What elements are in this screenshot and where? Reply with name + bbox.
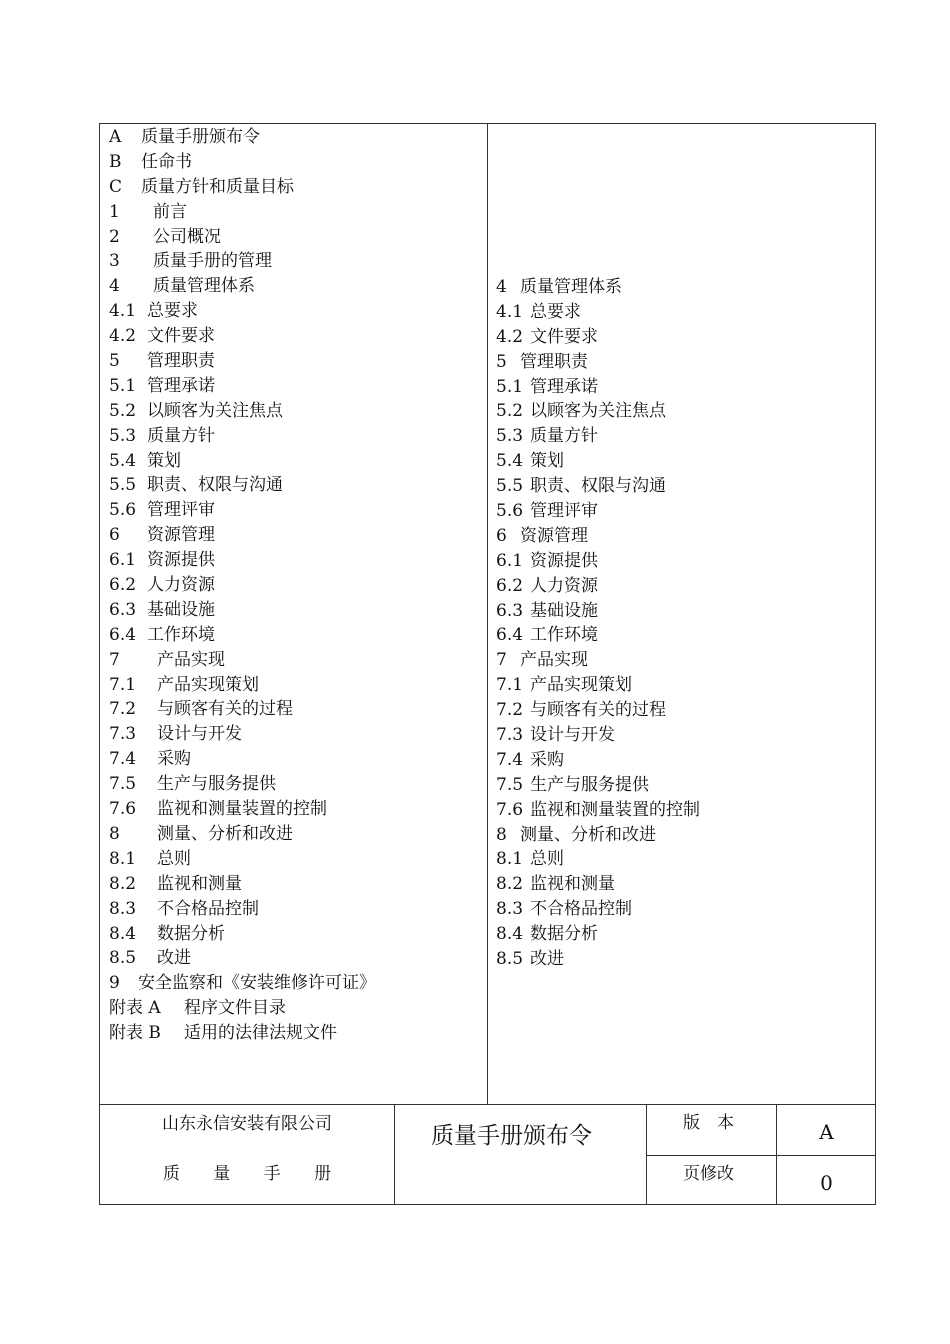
entry-number: 6.2 <box>496 575 524 596</box>
entry-title: 生产与服务提供 <box>157 774 276 795</box>
contents-entry <box>109 847 376 872</box>
contents-entry <box>109 498 376 523</box>
entry-title: 质量管理体系 <box>153 276 255 297</box>
contents-entry <box>109 996 376 1021</box>
entry-number: 8.3 <box>109 898 137 919</box>
entry-title: 质量方针 <box>530 426 598 447</box>
entry-title: 数据分析 <box>157 923 225 944</box>
entry-title: 改进 <box>530 949 564 970</box>
contents-entry <box>109 722 376 747</box>
version-label-cell <box>646 1105 776 1155</box>
entry-number: 4.2 <box>109 326 137 347</box>
entry-title: 产品实现策划 <box>530 675 632 696</box>
entry-number: 5.6 <box>109 500 137 521</box>
left-contents-list <box>109 124 376 1046</box>
entry-number: 6.4 <box>109 624 137 645</box>
company-name: 山东永信安装有限公司 <box>162 1114 332 1134</box>
contents-entry <box>109 797 376 822</box>
entry-number: 3 <box>109 251 120 272</box>
entry-title: 基础设施 <box>147 599 215 620</box>
contents-entry <box>496 599 700 624</box>
entry-title: 资源管理 <box>520 525 588 546</box>
entry-number: 7.1 <box>496 675 524 696</box>
contents-entry <box>496 723 700 748</box>
entry-title: 产品实现策划 <box>157 674 259 695</box>
entry-title: 公司概况 <box>153 226 221 247</box>
entry-number: 8.1 <box>496 849 524 870</box>
entry-number: 6 <box>496 525 507 546</box>
entry-number: 8.4 <box>496 924 524 945</box>
entry-number: 附表 B <box>109 1023 161 1044</box>
entry-title: 监视和测量装置的控制 <box>157 799 327 820</box>
contents-entry <box>109 648 376 673</box>
entry-number: 8.4 <box>109 923 137 944</box>
entry-number: B <box>109 151 122 172</box>
entry-title: 质量方针和质量目标 <box>141 176 294 197</box>
entry-number: 5.6 <box>496 501 524 522</box>
entry-title: 程序文件目录 <box>184 998 286 1019</box>
column-divider <box>487 124 488 1104</box>
entry-number: 5.5 <box>496 476 524 497</box>
contents-entry <box>109 473 376 498</box>
entry-number: 5.4 <box>496 451 524 472</box>
version-label: 版 本 <box>683 1113 734 1133</box>
entry-number: 5.3 <box>496 426 524 447</box>
contents-entry <box>496 300 700 325</box>
entry-number: 7.2 <box>496 700 524 721</box>
document-frame <box>99 123 876 1205</box>
entry-number: 6.2 <box>109 575 137 596</box>
entry-number: 2 <box>109 226 120 247</box>
contents-entry <box>109 523 376 548</box>
contents-entry <box>496 897 700 922</box>
entry-number: 4.1 <box>496 301 524 322</box>
entry-number: 7.5 <box>109 774 137 795</box>
entry-number: 6.1 <box>496 550 524 571</box>
contents-entry <box>109 1021 376 1046</box>
contents-entry <box>109 697 376 722</box>
contents-entry <box>109 374 376 399</box>
entry-number: 8.1 <box>109 848 137 869</box>
contents-entry <box>109 946 376 971</box>
contents-entry <box>109 897 376 922</box>
entry-title: 质量手册颁布令 <box>141 127 260 147</box>
entry-number: 5.3 <box>109 425 137 446</box>
entry-title: 改进 <box>157 948 191 969</box>
contents-entry <box>109 200 376 225</box>
entry-number: A <box>109 127 122 147</box>
contents-entry <box>496 698 700 723</box>
contents-entry <box>496 449 700 474</box>
entry-title: 职责、权限与沟通 <box>530 476 666 497</box>
contents-entry <box>109 922 376 947</box>
entry-number: 4 <box>109 276 120 297</box>
entry-title: 产品实现 <box>520 650 588 671</box>
entry-title: 总则 <box>530 849 564 870</box>
contents-entry <box>496 847 700 872</box>
entry-title: 管理评审 <box>147 500 215 521</box>
contents-entry <box>109 349 376 374</box>
entry-title: 资源提供 <box>147 550 215 571</box>
entry-title: 人力资源 <box>530 575 598 596</box>
contents-entry <box>496 947 700 972</box>
entry-title: 总要求 <box>147 301 198 322</box>
contents-entry <box>109 449 376 474</box>
contents-entry <box>496 798 700 823</box>
version-value: A <box>819 1120 834 1144</box>
contents-entry <box>109 822 376 847</box>
contents-entry <box>109 324 376 349</box>
contents-entry <box>109 747 376 772</box>
entry-number: 7.3 <box>109 724 137 745</box>
doc-title-cell <box>394 1105 646 1205</box>
contents-entry <box>109 971 376 996</box>
revision-label-cell <box>646 1155 776 1205</box>
contents-entry <box>109 424 376 449</box>
entry-title: 资源提供 <box>530 550 598 571</box>
contents-entry <box>496 350 700 375</box>
entry-title: 管理职责 <box>147 351 215 372</box>
title-block <box>100 1105 875 1205</box>
contents-entry <box>496 524 700 549</box>
entry-title: 监视和测量 <box>530 874 615 895</box>
entry-title: 采购 <box>530 749 564 770</box>
entry-number: 6.3 <box>109 599 137 620</box>
contents-entry <box>496 823 700 848</box>
entry-title: 不合格品控制 <box>157 898 259 919</box>
entry-number: 4.1 <box>109 301 137 322</box>
entry-title: 管理承诺 <box>147 375 215 396</box>
contents-entry <box>109 299 376 324</box>
entry-title: 监视和测量 <box>157 873 242 894</box>
entry-title: 文件要求 <box>147 326 215 347</box>
entry-title: 管理承诺 <box>530 376 598 397</box>
contents-entry <box>496 922 700 947</box>
entry-number: 5.5 <box>109 475 137 496</box>
entry-title: 安全监察和《安装维修许可证》 <box>138 973 376 994</box>
entry-title: 前言 <box>153 201 187 222</box>
entry-number: 8.3 <box>496 899 524 920</box>
entry-title: 策划 <box>530 451 564 472</box>
contents-entry <box>496 673 700 698</box>
entry-title: 质量方针 <box>147 425 215 446</box>
contents-entry <box>109 175 376 200</box>
entry-title: 质量管理体系 <box>520 277 622 297</box>
entry-number: 7.5 <box>496 774 524 795</box>
entry-title: 工作环境 <box>530 625 598 646</box>
entry-number: 4.2 <box>496 326 524 347</box>
revision-value: 0 <box>820 1171 833 1195</box>
entry-title: 与顾客有关的过程 <box>530 700 666 721</box>
contents-entry <box>109 673 376 698</box>
contents-entry <box>109 399 376 424</box>
entry-number: 7.4 <box>496 749 524 770</box>
contents-entry <box>109 225 376 250</box>
entry-number: 5 <box>109 351 120 372</box>
entry-number: 7 <box>496 650 507 671</box>
entry-title: 资源管理 <box>147 525 215 546</box>
entry-title: 总则 <box>157 848 191 869</box>
entry-title: 测量、分析和改进 <box>157 823 293 844</box>
entry-number: 5.2 <box>109 400 137 421</box>
version-value-cell <box>776 1105 876 1155</box>
entry-title: 监视和测量装置的控制 <box>530 799 700 820</box>
entry-title: 质量手册的管理 <box>153 251 272 272</box>
entry-number: 5.2 <box>496 401 524 422</box>
contents-entry <box>109 573 376 598</box>
contents-entry <box>496 773 700 798</box>
right-contents-list <box>496 124 700 972</box>
contents-entry <box>496 399 700 424</box>
entry-number: 6.1 <box>109 550 137 571</box>
entry-title: 产品实现 <box>157 649 225 670</box>
entry-number: 6 <box>109 525 120 546</box>
contents-entry <box>109 249 376 274</box>
entry-number: 8.2 <box>496 874 524 895</box>
doc-title: 质量手册颁布令 <box>431 1123 592 1149</box>
entry-number: 附表 A <box>109 998 161 1019</box>
company-cell <box>100 1105 394 1205</box>
entry-number: 8 <box>496 824 507 845</box>
contents-entry <box>496 499 700 524</box>
entry-number: 5.1 <box>109 375 137 396</box>
entry-title: 文件要求 <box>530 326 598 347</box>
entry-title: 职责、权限与沟通 <box>147 475 283 496</box>
revision-label: 页修改 <box>683 1164 734 1184</box>
contents-entry <box>496 275 700 300</box>
revision-value-cell <box>776 1155 876 1205</box>
entry-number: 8.5 <box>109 948 137 969</box>
entry-title: 测量、分析和改进 <box>520 824 656 845</box>
entry-number: 7 <box>109 649 120 670</box>
entry-title: 设计与开发 <box>157 724 242 745</box>
contents-entry <box>496 549 700 574</box>
entry-number: 5 <box>496 351 507 372</box>
contents-entry <box>496 325 700 350</box>
entry-title: 人力资源 <box>147 575 215 596</box>
entry-number: 9 <box>109 973 120 994</box>
entry-title: 以顾客为关注焦点 <box>147 400 283 421</box>
entry-number: 8 <box>109 823 120 844</box>
entry-title: 工作环境 <box>147 624 215 645</box>
contents-entry <box>109 772 376 797</box>
contents-entry <box>109 872 376 897</box>
entry-title: 采购 <box>157 749 191 770</box>
entry-number: 7.3 <box>496 725 524 746</box>
contents-entry <box>496 872 700 897</box>
entry-number: 5.4 <box>109 450 137 471</box>
contents-entry <box>496 474 700 499</box>
entry-number: 7.1 <box>109 674 137 695</box>
entry-number: 8.5 <box>496 949 524 970</box>
entry-title: 基础设施 <box>530 600 598 621</box>
contents-entry <box>109 274 376 299</box>
entry-title: 策划 <box>147 450 181 471</box>
entry-title: 管理评审 <box>530 501 598 522</box>
entry-number: 6.4 <box>496 625 524 646</box>
contents-entry <box>496 424 700 449</box>
entry-number: 7.2 <box>109 699 137 720</box>
entry-title: 管理职责 <box>520 351 588 372</box>
contents-entry <box>496 748 700 773</box>
entry-number: 7.6 <box>496 799 524 820</box>
entry-title: 与顾客有关的过程 <box>157 699 293 720</box>
entry-number: 5.1 <box>496 376 524 397</box>
contents-entry <box>496 648 700 673</box>
entry-number: 4 <box>496 277 507 297</box>
entry-title: 适用的法律法规文件 <box>184 1023 337 1044</box>
entry-title: 设计与开发 <box>530 725 615 746</box>
entry-title: 任命书 <box>141 151 192 172</box>
contents-entry <box>496 375 700 400</box>
entry-title: 以顾客为关注焦点 <box>530 401 666 422</box>
contents-entry <box>496 574 700 599</box>
contents-entry <box>496 623 700 648</box>
entry-number: 6.3 <box>496 600 524 621</box>
contents-entry <box>109 623 376 648</box>
entry-number: 8.2 <box>109 873 137 894</box>
contents-entry <box>109 598 376 623</box>
contents-entry <box>109 150 376 175</box>
manual-name: 质 量 手 册 <box>162 1164 346 1184</box>
contents-entry <box>109 125 376 150</box>
entry-title: 生产与服务提供 <box>530 774 649 795</box>
entry-title: 不合格品控制 <box>530 899 632 920</box>
entry-number: C <box>109 176 123 197</box>
entry-number: 7.4 <box>109 749 137 770</box>
entry-number: 1 <box>109 201 120 222</box>
entry-title: 数据分析 <box>530 924 598 945</box>
entry-number: 7.6 <box>109 799 137 820</box>
contents-entry <box>109 548 376 573</box>
entry-title: 总要求 <box>530 301 581 322</box>
